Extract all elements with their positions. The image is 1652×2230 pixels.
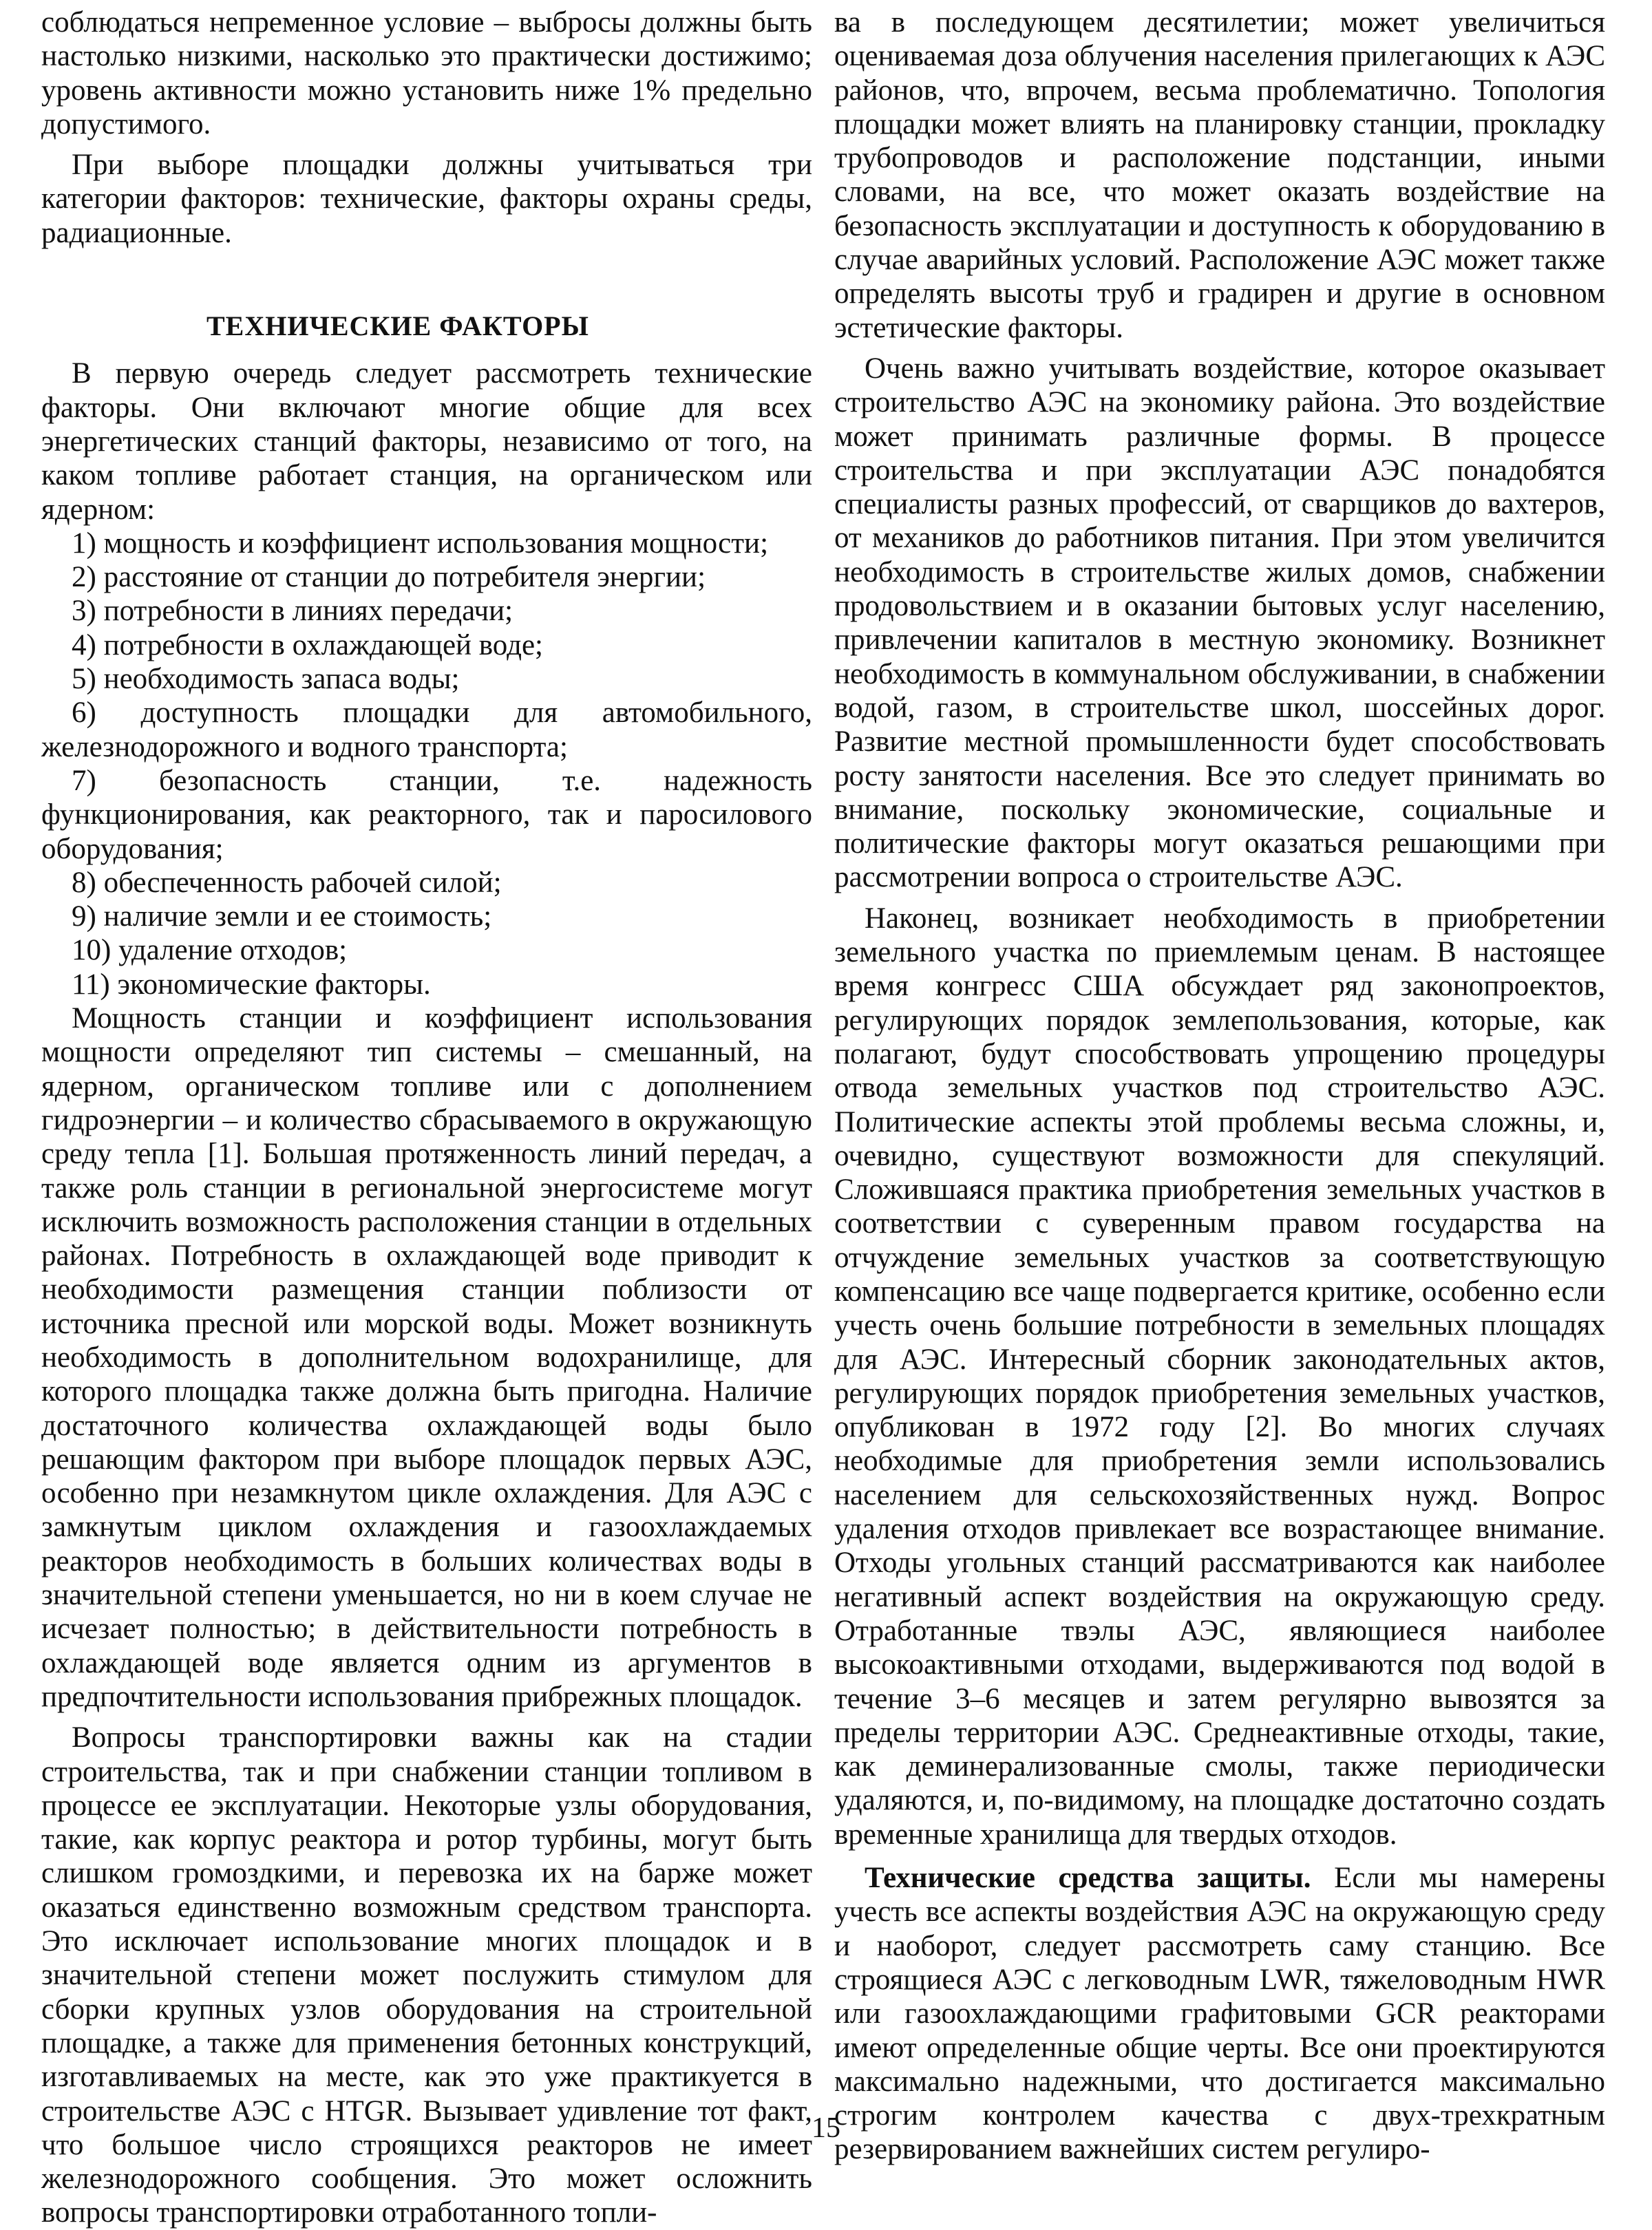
right-column	[834, 6, 1605, 2167]
list-item: 5) необходимость запаса воды;	[72, 663, 460, 696]
paragraph: ва в последующем десятилетии; может увеличиться оцениваемая доза облучения населения прилегающих к АЭС районов, что, впрочем, весьма проблематично. Топология площадки может влиять на планировку станции, прокладку трубопроводов и расположение подстанции, иными словами, на все, что может оказать воздействие на безопасность эксплуатации и доступность к оборудованию в случае аварийных условий. Расположение АЭС может также определять высоты труб и градирен и другие в основном эстетические факторы.	[834, 6, 1605, 344]
list-item: 4) потребности в охлаждающей воде;	[72, 628, 543, 661]
left-column	[41, 6, 812, 2230]
list-item: 2) расстояние от станции до потребителя энергии;	[72, 561, 706, 594]
page-number: 15	[812, 2112, 840, 2144]
paragraph: Вопросы транспортировки важны как на стадии строительства, так и при снабжении станции топливом в процессе ее эксплуатации. Некоторые узлы оборудования, такие, как корпус реактора и ротор турбины, могут быть слишком громоздкими, и перевозка их на барже может оказаться единственно возможным средством транспорта. Это исключает использование многих площадок и в значительной степени может послужить стимулом для сборки крупных узлов оборудования на строительной площадке, а также для применения бетонных конструкций, изготавливаемых на месте, как это уже практикуется в строительстве АЭС с HTGR. Вызывает удивление тот факт, что большое число строящихся реакторов не имеет железнодорожного сообщения. Это может осложнить вопросы транспортировки отработанного топли-	[41, 1721, 812, 2229]
paragraph: При выборе площадки должны учитываться три категории факторов: технические, факторы охраны среды, радиационные.	[41, 149, 812, 249]
paragraph: В первую очередь следует рассмотреть технические факторы. Они включают многие общие для всех энергетических станций факторы, независимо от того, на каком топливе работает станция, на органическом или ядерном:	[41, 357, 812, 526]
paragraph: Очень важно учитывать воздействие, которое оказывает строительство АЭС на экономику района. Это воздействие может принимать различные формы. В процессе строительства и при эксплуатации АЭС понадобятся специалисты разных профессий, от сварщиков до вахтеров, от механиков до работников питания. При этом увеличится необходимость в строительстве жилых домов, снабжении продовольствием и в оказании бытовых услуг населению, привлечении капиталов в местную экономику. Возникнет необходимость в коммунальном обслуживании, в снабжении водой, газом, в строительстве школ, шоссейных дорог. Развитие местной промышленности будет способствовать росту занятости населения. Все это следует принимать во внимание, поскольку экономические, социальные и политические факторы могут оказаться решающими при рассмотрении вопроса о строительстве АЭС.	[834, 352, 1605, 894]
paragraph: Наконец, возникает необходимость в приобретении земельного участка по приемлемым ценам. В настоящее время конгресс США обсуждает ряд законопроектов, регулирующих порядок землепользования, которые, как полагают, будут способствовать упрощению процедуры отвода земельных участков под строительство АЭС. Политические аспекты этой проблемы весьма сложны, и, очевидно, существуют возможности для спекуляций. Сложившаяся практика приобретения земельных участков в соответствии с суверенным правом государства на отчуждение земельных участков за соответствующую компенсацию все чаще подвергается критике, особенно если учесть очень большие потребности в земельных площадях для АЭС. Интересный сборник законодательных актов, регулирующих порядок приобретения земельных участков, опубликован в 1972 году [2]. Во многих случаях необходимые для приобретения земли использовались населением для сельскохозяйственных нужд. Вопрос удаления отходов привлекает все возрастающее внимание. Отходы угольных станций рассматриваются как наиболее негативный аспект воздействия на окружающую среду. Отработанные твэлы АЭС, являющиеся наиболее высокоактивными отходами, выдерживаются под водой в течение 3–6 месяцев и затем регулярно вывозятся за пределы территории АЭС. Среднеактивные отходы, такие, как деминерализованные смолы, также периодически удаляются, и, по-видимому, на площадке достаточно создать временные хранилища для твердых отходов.	[834, 902, 1605, 1851]
section-heading: ТЕХНИЧЕСКИЕ ФАКТОРЫ	[206, 310, 589, 342]
paragraph: Мощность станции и коэффициент использования мощности определяют тип системы – смешанный, на ядерном, органическом топливе или с дополнением гидроэнергии – и количество сбрасываемого в окружающую среду тепла [1]. Большая протяженность линий передач, а также роль станции в региональной энергосистеме могут исключить возможность расположения станции в отдельных районах. Потребность в охлаждающей воде приводит к необходимости размещения станции поблизости от источника пресной или морской воды. Может возникнуть необходимость в дополнительном водохранилище, для которого площадка также должна быть пригодна. Наличие достаточного количества охлаждающей воды было решающим фактором при выборе площадок первых АЭС, особенно при незамкнутом цикле охлаждения. Для АЭС с замкнутым циклом охлаждения и газоохлаждаемых реакторов необходимость в больших количествах воды в значительной степени уменьшается, но ни в коем случае не исчезает полностью; в действительности потребность в охлаждающей воде является одним из аргументов в предпочтительности использования прибрежных площадок.	[41, 1002, 812, 1713]
list-item: 1) мощность и коэффициент использования мощности;	[72, 527, 769, 560]
list-item: 11) экономические факторы.	[72, 968, 431, 1001]
list-item: 9) наличие земли и ее стоимость;	[72, 900, 492, 933]
list-item: 6) доступность площадки для автомобильного, железнодорожного и водного транспорта;	[41, 697, 812, 763]
paragraph-text: Если мы намерены учесть все аспекты воздействия АЭС на окружающую среду и наоборот, следует рассмотреть саму станцию. Все строящиеся АЭС с легководным LWR, тяжеловодным HWR или газоохлаждающими графитовыми GCR реакторами имеют определенные общие черты. Все они проектируются максимально надежными, что достигается максимально строгим контролем качества с двух-трехкратным резервированием важнейших систем регулиро-	[834, 1862, 1605, 2166]
list-item: 3) потребности в линиях передачи;	[72, 595, 513, 628]
list-item: 8) обеспеченность рабочей силой;	[72, 866, 502, 899]
list-item: 7) безопасность станции, т.е. надежность функционирования, как реакторного, так и паросилового оборудования;	[41, 764, 812, 865]
list-item: 10) удаление отходов;	[72, 934, 348, 967]
run-in-heading: Технические средства защиты.	[865, 1862, 1311, 1895]
paragraph: соблюдаться непременное условие – выбросы должны быть настолько низкими, насколько это практически достижимо; уровень активности можно установить ниже 1% предельно допустимого.	[41, 6, 812, 140]
